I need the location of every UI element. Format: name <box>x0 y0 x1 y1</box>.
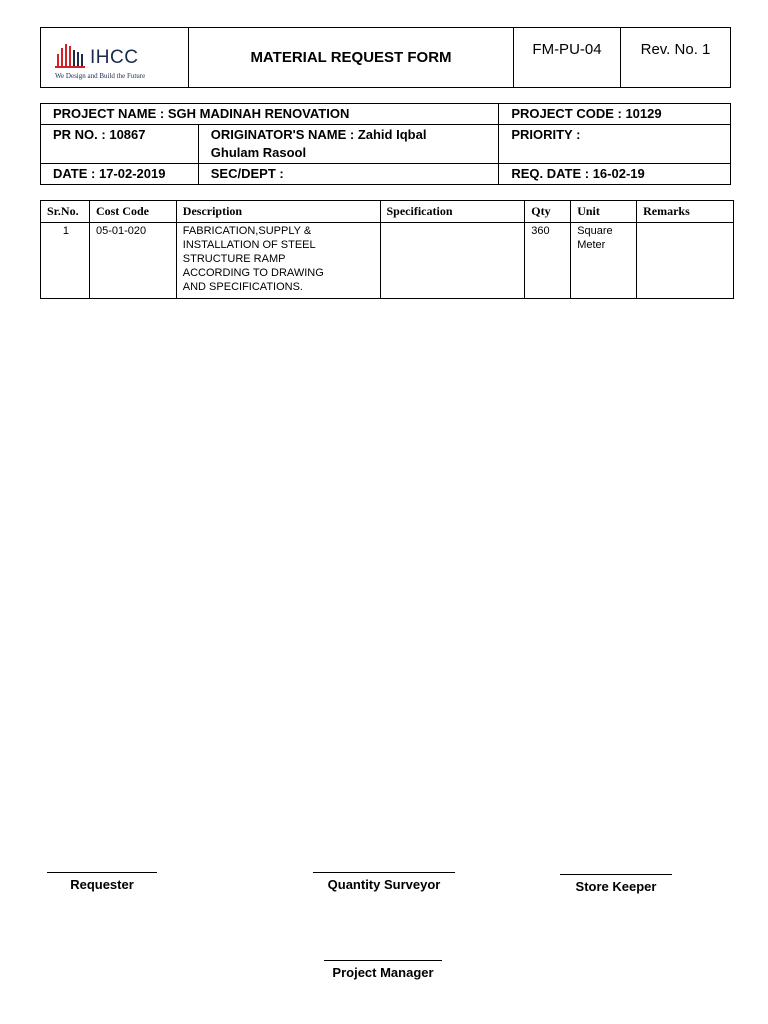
revision-number: Rev. No. 1 <box>640 41 711 58</box>
project-info-table <box>40 103 731 185</box>
cell-sr-no: 1 <box>41 223 90 299</box>
col-header-unit: Unit <box>571 201 637 223</box>
col-header-remarks: Remarks <box>637 201 734 223</box>
signature-quantity-surveyor <box>312 872 456 892</box>
cell-qty: 360 <box>525 223 571 299</box>
items-header-row <box>41 201 734 223</box>
col-header-qty: Qty <box>525 201 571 223</box>
signature-project-manager <box>323 960 443 980</box>
description-line: AND SPECIFICATIONS. <box>182 281 303 293</box>
request-date: DATE : 17-02-2019 <box>41 164 199 185</box>
col-header-cost-code: Cost Code <box>89 201 176 223</box>
cell-description <box>176 223 380 299</box>
signature-line <box>47 872 157 873</box>
cell-unit <box>571 223 637 299</box>
col-header-description: Description <box>176 201 380 223</box>
signature-line <box>324 960 442 961</box>
description-line: ACCORDING TO DRAWING <box>182 267 324 279</box>
company-logo <box>41 28 189 87</box>
project-code: PROJECT CODE : 10129 <box>499 104 731 125</box>
description-line: FABRICATION,SUPPLY & <box>182 225 312 237</box>
col-header-specification: Specification <box>380 201 525 223</box>
company-tagline: We Design and Build the Future <box>55 72 146 80</box>
signature-store-keeper <box>559 874 673 894</box>
originator-name <box>198 125 499 164</box>
sec-dept: SEC/DEPT : <box>198 164 499 185</box>
form-title: MATERIAL REQUEST FORM <box>189 28 514 87</box>
signature-label-project-manager: Project Manager <box>332 965 434 980</box>
cell-remarks <box>637 223 734 299</box>
unit-line: Square <box>577 225 613 237</box>
description-line: STRUCTURE RAMP <box>182 253 286 265</box>
unit-line: Meter <box>577 239 606 251</box>
signature-line <box>560 874 672 875</box>
ihcc-logo-icon <box>55 42 89 70</box>
signature-label-requester: Requester <box>70 877 134 892</box>
items-table <box>40 200 734 299</box>
required-date: REQ. DATE : 16-02-19 <box>499 164 731 185</box>
cell-cost-code: 05-01-020 <box>89 223 176 299</box>
signature-label-store-keeper: Store Keeper <box>575 879 657 894</box>
company-name: IHCC <box>90 47 139 68</box>
col-header-sr-no: Sr.No. <box>41 201 90 223</box>
description-line: INSTALLATION OF STEEL <box>182 239 316 251</box>
signature-requester <box>46 872 158 892</box>
cell-specification <box>380 223 525 299</box>
form-code: FM-PU-04 <box>514 28 621 87</box>
pr-number: PR NO. : 10867 <box>41 125 199 164</box>
form-header <box>40 27 731 88</box>
priority: PRIORITY : <box>499 125 731 164</box>
originator-line-2: Ghulam Rasool <box>210 145 307 160</box>
originator-line-1: ORIGINATOR'S NAME : Zahid Iqbal <box>210 127 427 142</box>
project-name: PROJECT NAME : SGH MADINAH RENOVATION <box>41 104 499 125</box>
signature-line <box>313 872 455 873</box>
signature-label-quantity-surveyor: Quantity Surveyor <box>327 877 441 892</box>
table-row <box>41 223 734 299</box>
